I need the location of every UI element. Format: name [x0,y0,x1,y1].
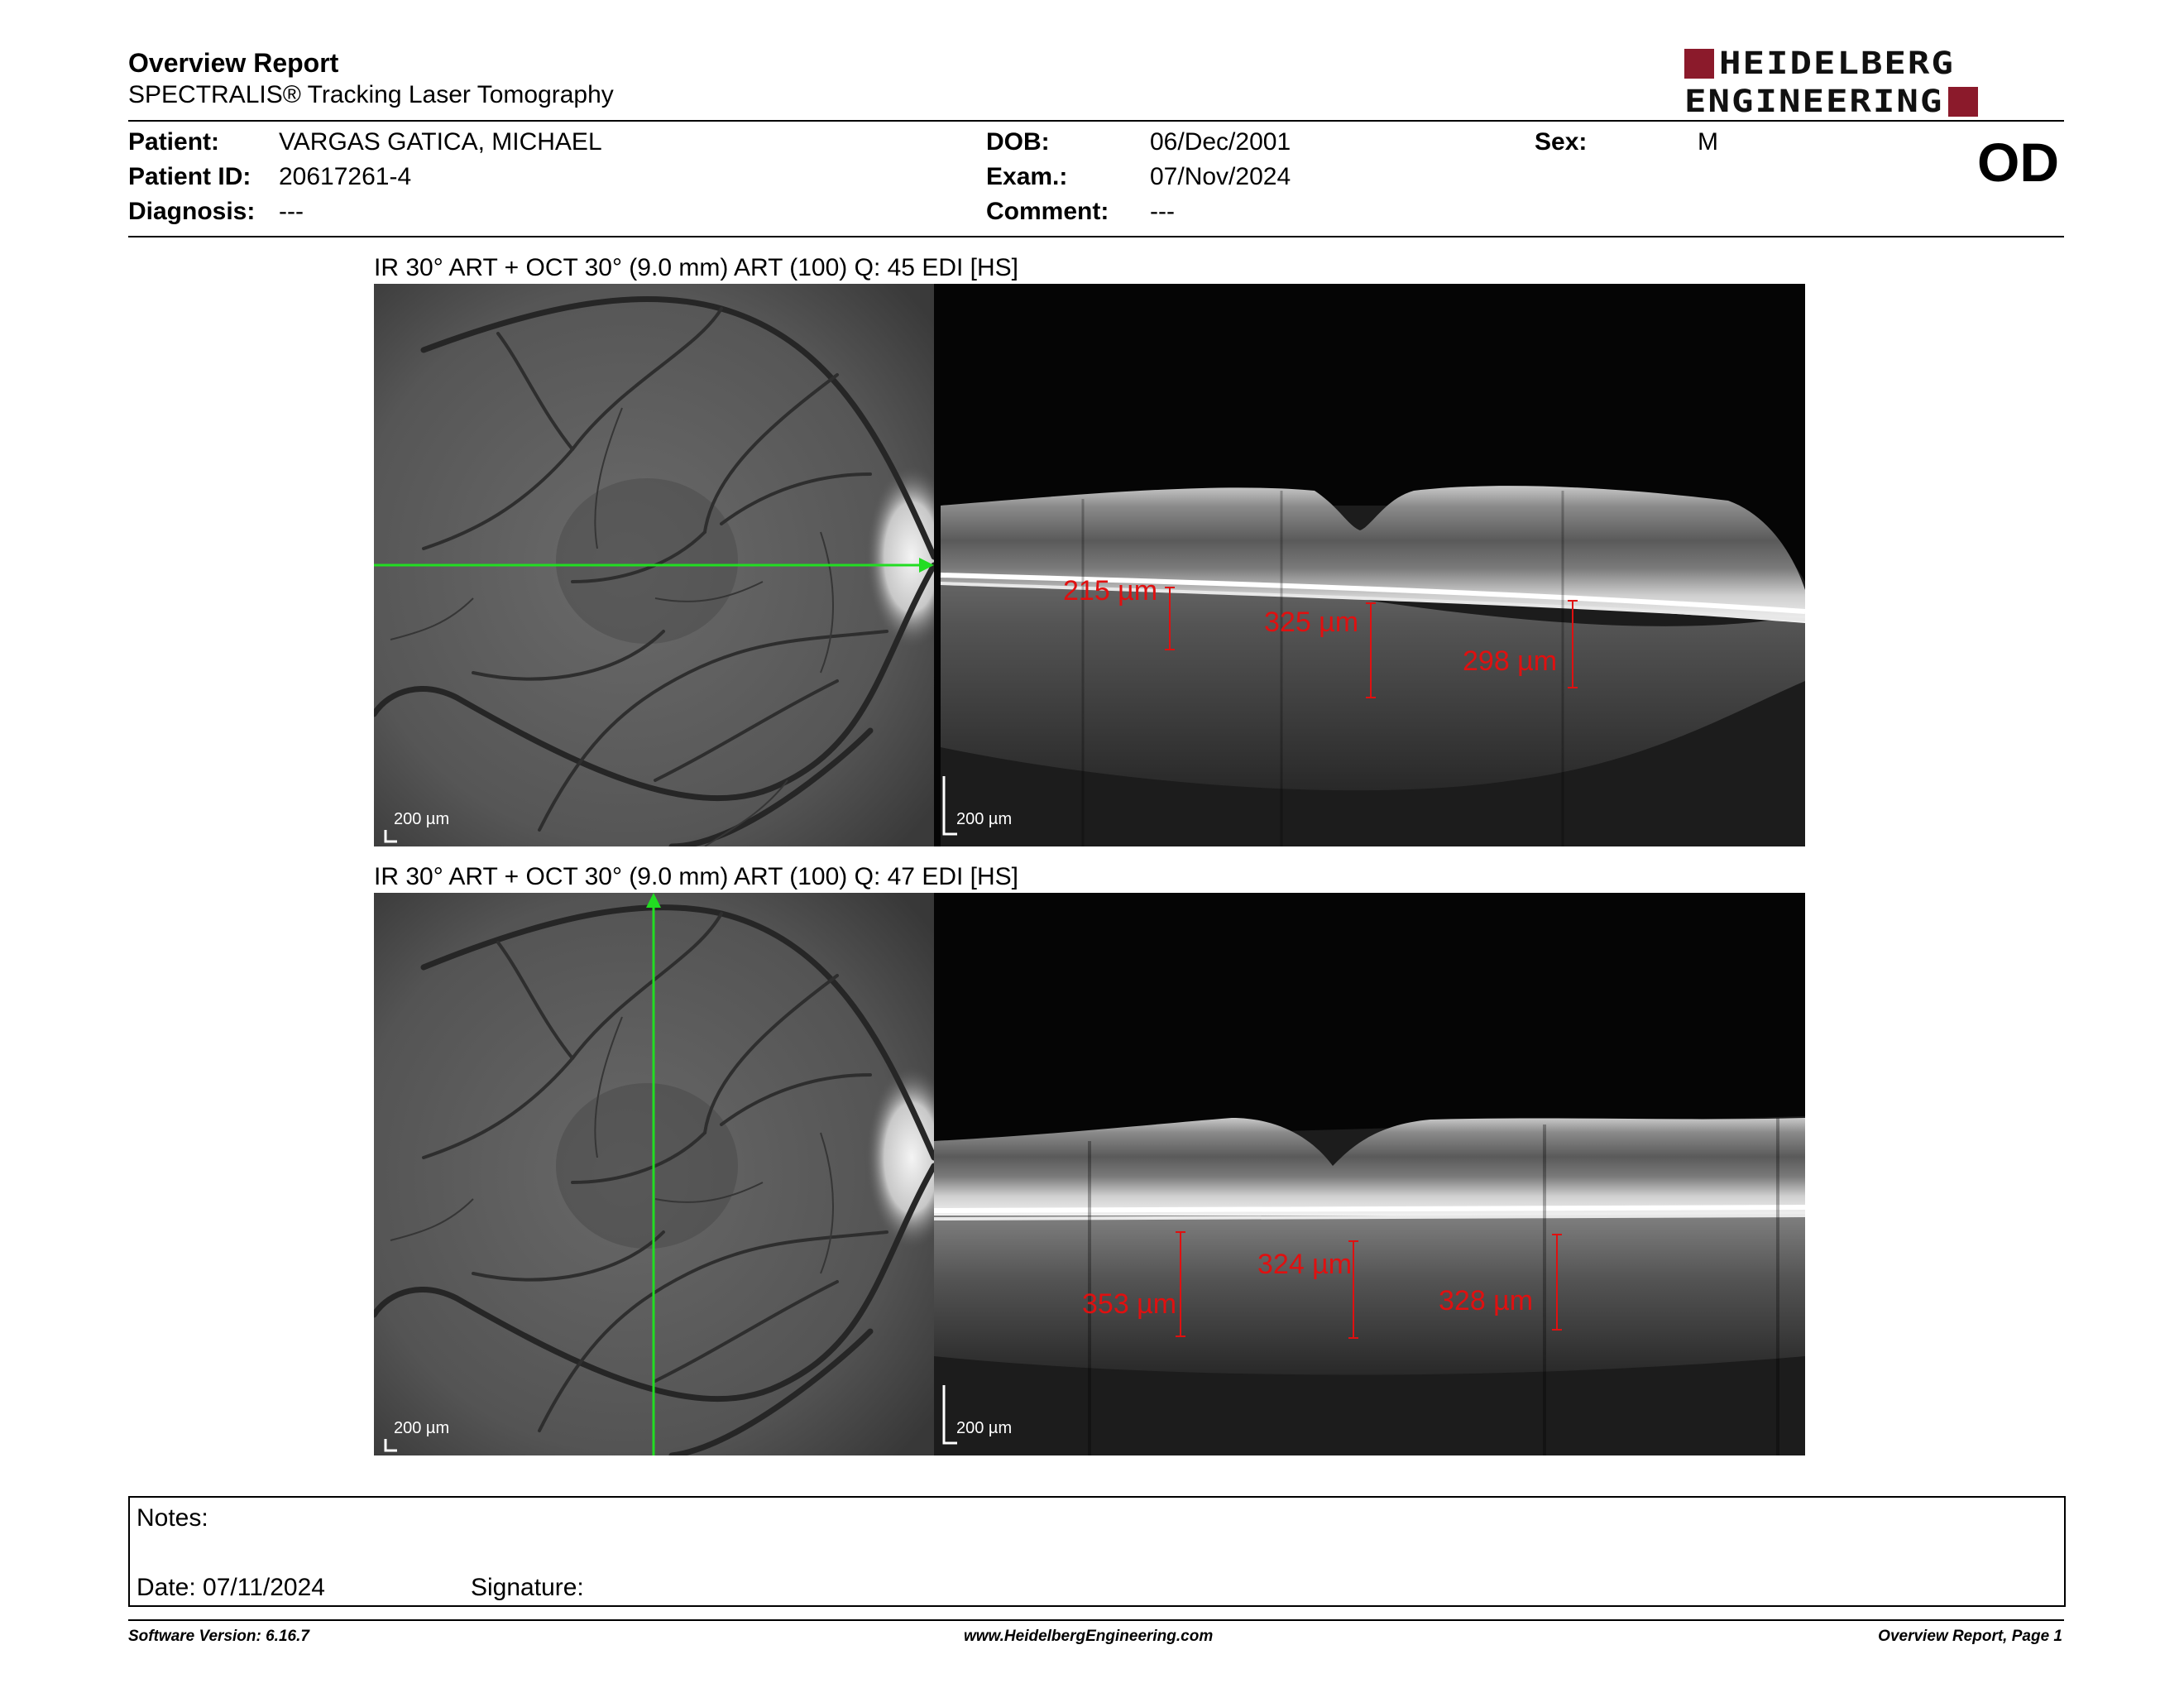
scan-1-ir-scale-label: 200 µm [394,810,450,828]
diagnosis-label: Diagnosis: [128,198,256,225]
dob-value: 06/Dec/2001 [1150,128,1291,156]
sex-value: M [1698,128,1718,156]
logo-text-line1: HEIDELBERG [1719,45,1955,82]
page-number: Overview Report, Page 1 [1878,1628,2062,1645]
scan-2-measure-1: 353 µm [1082,1288,1177,1320]
scan-1-oct-scale-label: 200 µm [956,810,1013,828]
heidelberg-logo [1684,46,2065,120]
scan-2-ir-scale-label: 200 µm [394,1419,450,1437]
scan-1-measure-2: 325 µm [1264,607,1359,638]
patient-id-label: Patient ID: [128,163,251,190]
comment-value: --- [1150,198,1175,225]
eye-indicator: OD [1977,132,2059,193]
date-label: Date: 07/11/2024 [136,1574,325,1601]
patient-name: VARGAS GATICA, MICHAEL [279,128,602,156]
report-subtitle: SPECTRALIS® Tracking Laser Tomography [128,81,614,108]
website-link[interactable]: www.HeidelbergEngineering.com [964,1628,1214,1645]
signature-label: Signature: [471,1574,584,1601]
report-title: Overview Report [128,48,339,78]
notes-label: Notes: [136,1504,208,1532]
header-rule [128,120,2064,122]
scan-2-caption: IR 30° ART + OCT 30° (9.0 mm) ART (100) Q: 47 EDI [HS] [374,863,1019,890]
scan-2-oct-scale-label: 200 µm [956,1419,1013,1437]
logo-square-right [1948,87,1978,117]
exam-value: 07/Nov/2024 [1150,163,1291,190]
scan-1-measure-1: 215 µm [1063,575,1158,607]
patient-id-value: 20617261-4 [279,163,412,190]
logo-text-line2: ENGINEERING [1684,83,1944,120]
scan-2-measure-3: 328 µm [1439,1285,1534,1316]
scan-1-measure-3: 298 µm [1463,645,1558,677]
scan-1-caption: IR 30° ART + OCT 30° (9.0 mm) ART (100) Q: 45 EDI [HS] [374,254,1019,281]
comment-label: Comment: [986,198,1109,225]
scan-2-measure-2: 324 µm [1257,1249,1353,1280]
scan-2-ir-fundus-image [374,893,934,1455]
patient-label: Patient: [128,128,220,156]
notes-box[interactable] [128,1496,2066,1607]
dob-label: DOB: [986,128,1050,156]
scan-2-oct-bscan-image [934,893,1805,1455]
sex-label: Sex: [1535,128,1588,156]
patient-rule [128,236,2064,237]
exam-label: Exam.: [986,163,1068,190]
logo-square-left [1684,49,1714,79]
scan-2-panel [374,893,1805,1455]
scan-1-oct-bscan-image [934,284,1805,846]
scan-1-panel [374,284,1805,846]
scan-1-ir-fundus-image [374,284,934,846]
footer-rule [128,1619,2064,1621]
diagnosis-value: --- [279,198,304,225]
software-version: Software Version: 6.16.7 [128,1628,309,1645]
